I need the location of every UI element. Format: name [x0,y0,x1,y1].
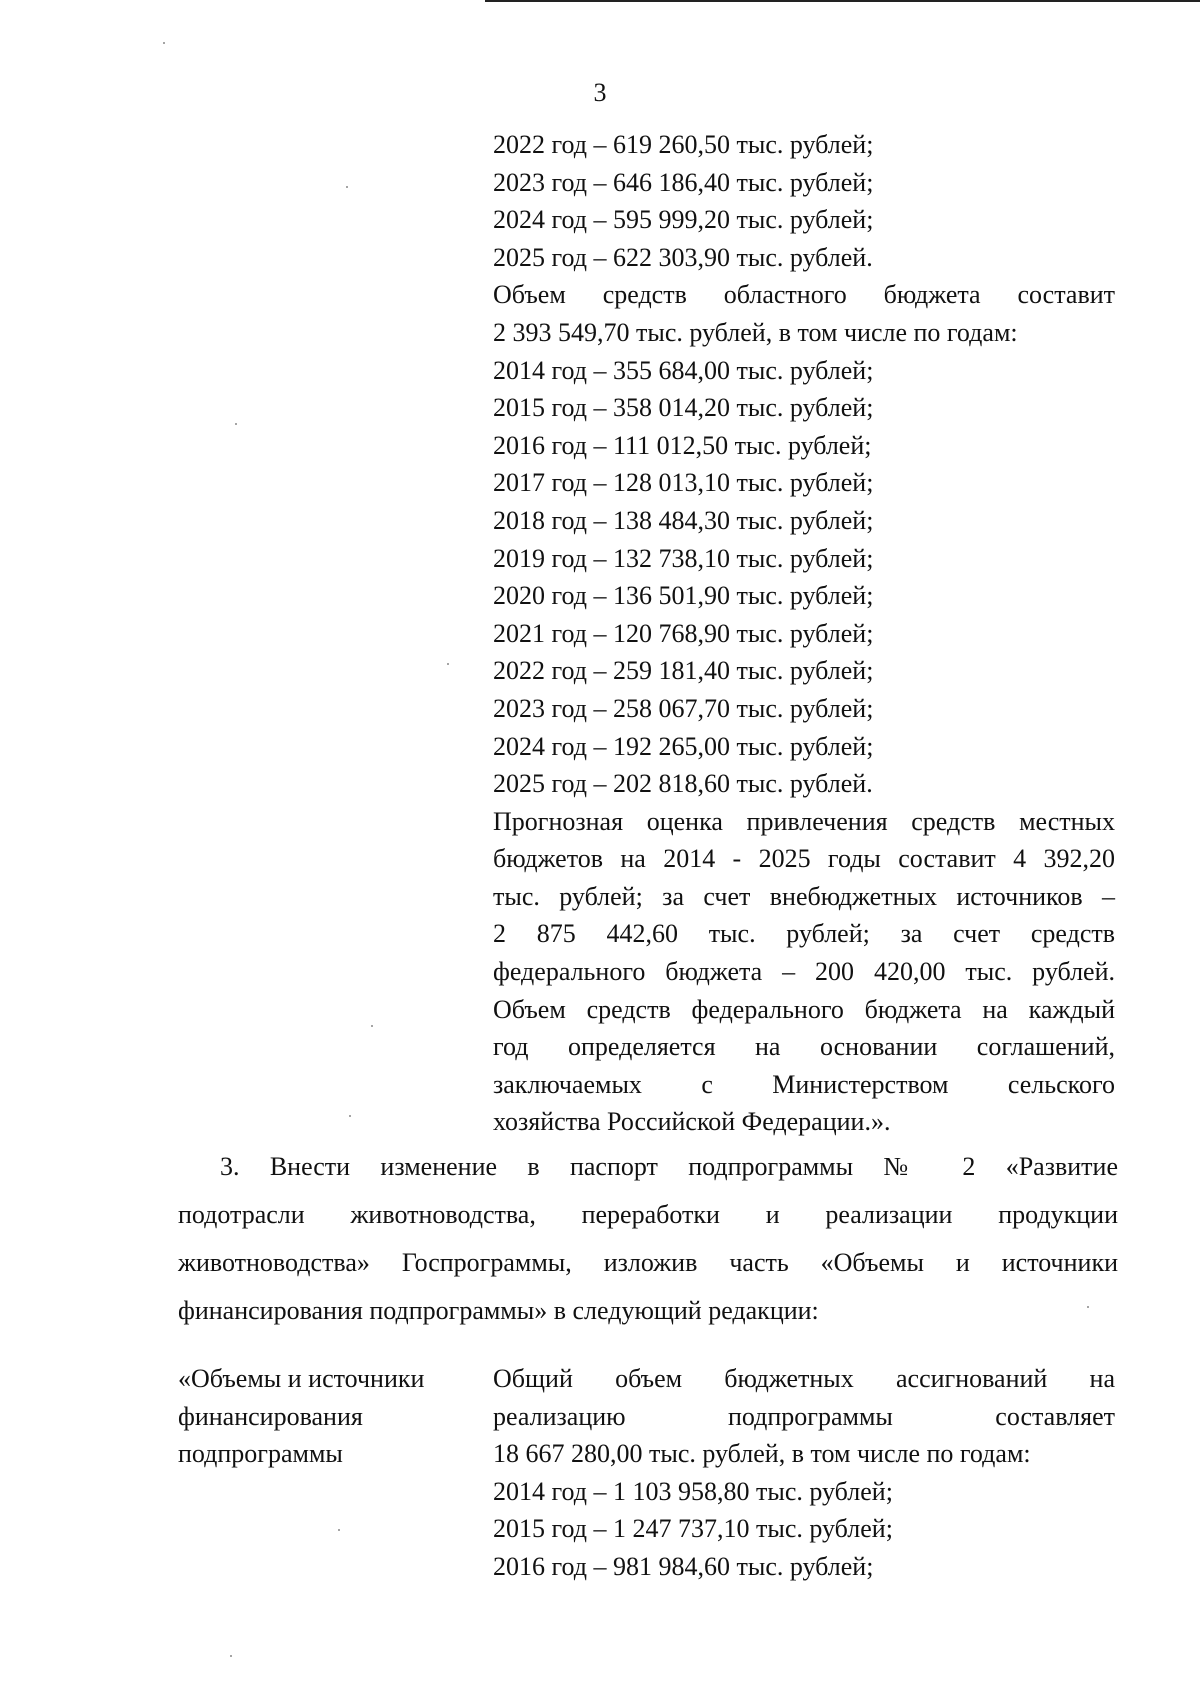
scan-speck [349,1115,351,1117]
item-3-line: 3. Внести изменение в паспорт подпрограммы № 2 «Развитие [220,1152,1118,1181]
item-3-paragraph [178,1143,1118,1335]
field-year-line: 2014 год – 1 103 958,80 тыс. рублей; [493,1476,893,1506]
funding-continuation [493,126,1115,1141]
item-3-line: подотрасли животноводства, переработки и реализации продукции [178,1200,1118,1229]
scan-speck [371,1025,373,1027]
regional-year-line: 2024 год – 192 265,00 тыс. рублей; [493,731,874,761]
regional-budget-total: 2 393 549,70 тыс. рублей, в том числе по годам: [493,317,1018,347]
regional-year-line: 2021 год – 120 768,90 тыс. рублей; [493,618,874,648]
scan-speck [163,42,165,44]
year-line: 2025 год – 622 303,90 тыс. рублей. [493,242,873,272]
scan-speck [338,1529,340,1531]
year-line: 2024 год – 595 999,20 тыс. рублей; [493,205,874,235]
regional-year-line: 2015 год – 358 014,20 тыс. рублей; [493,393,874,423]
scan-edge-line [485,0,1200,2]
forecast-line: тыс. рублей; за счет внебюджетных источников – [493,881,1115,911]
year-line: 2022 год – 619 260,50 тыс. рублей; [493,130,874,159]
field-value-line: реализацию подпрограммы составляет [493,1401,1115,1431]
forecast-line: федерального бюджета – 200 420,00 тыс. рублей. [493,957,1115,987]
regional-year-line: 2020 год – 136 501,90 тыс. рублей; [493,581,874,611]
regional-year-line: 2025 год – 202 818,60 тыс. рублей. [493,769,873,799]
forecast-line: год определяется на основании соглашений, [493,1032,1115,1062]
field-year-line: 2015 год – 1 247 737,10 тыс. рублей; [493,1514,893,1544]
field-label-line: «Объемы и источники [178,1364,425,1393]
regional-year-line: 2022 год – 259 181,40 тыс. рублей; [493,656,874,686]
scan-speck [447,663,449,665]
forecast-line: заключаемых с Министерством сельского [493,1069,1115,1099]
field-label-line: подпрограммы [178,1439,343,1469]
forecast-last-line: хозяйства Российской Федерации.». [493,1107,891,1137]
regional-year-line: 2018 год – 138 484,30 тыс. рублей; [493,505,874,535]
regional-year-line: 2014 год – 355 684,00 тыс. рублей; [493,355,874,385]
scan-speck [230,1655,232,1657]
field-year-line: 2016 год – 981 984,60 тыс. рублей; [493,1551,874,1581]
item-3-last-line: финансирования подпрограммы» в следующий редакции: [178,1296,819,1325]
passport-field-value [493,1360,1115,1586]
forecast-line: 2 875 442,60 тыс. рублей; за счет средств [493,919,1115,949]
forecast-line: Прогнозная оценка привлечения средств местных [493,806,1115,836]
forecast-line: бюджетов на 2014 - 2025 годы составит 4 392,20 [493,844,1115,874]
year-line: 2023 год – 646 186,40 тыс. рублей; [493,167,874,197]
regional-budget-intro: Объем средств областного бюджета составит [493,280,1115,310]
field-value-total: 18 667 280,00 тыс. рублей, в том числе по годам: [493,1439,1031,1469]
scan-speck [346,186,348,188]
page-number: 3 [593,78,607,107]
field-label-line: финансирования [178,1401,363,1431]
regional-year-line: 2023 год – 258 067,70 тыс. рублей; [493,693,874,723]
scan-speck [235,423,237,425]
regional-year-line: 2016 год – 111 012,50 тыс. рублей; [493,430,872,460]
passport-field-label [178,1360,458,1473]
item-3-line: животноводства» Госпрограммы, изложив часть «Объемы и источники [178,1248,1118,1277]
forecast-line: Объем средств федерального бюджета на каждый [493,994,1115,1024]
regional-year-line: 2017 год – 128 013,10 тыс. рублей; [493,468,874,498]
regional-year-line: 2019 год – 132 738,10 тыс. рублей; [493,543,874,573]
field-value-line: Общий объем бюджетных ассигнований на [493,1364,1115,1393]
